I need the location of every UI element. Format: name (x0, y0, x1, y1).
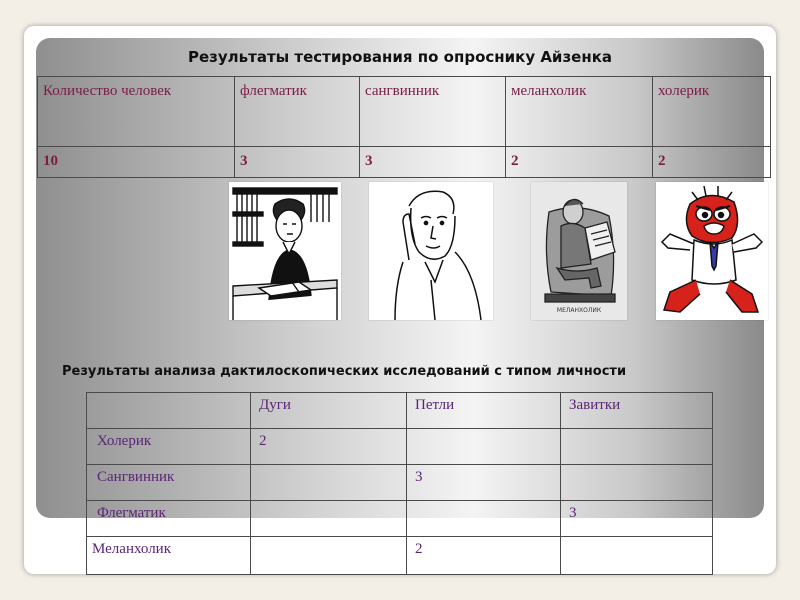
survey-value-sanguine: 3 (360, 147, 506, 178)
survey-header-choleric: холерик (653, 77, 771, 147)
analysis-row-melancholic (87, 537, 713, 575)
survey-value-melancholic: 2 (506, 147, 653, 178)
analysis-cell: 2 (407, 537, 561, 575)
analysis-cell (251, 537, 407, 575)
analysis-row-choleric (87, 429, 713, 465)
survey-header-phlegmatic: флегматик (235, 77, 360, 147)
survey-table (37, 76, 771, 178)
melancholic-illustration (531, 182, 627, 320)
analysis-row-phlegmatic (87, 501, 713, 537)
analysis-header-loops: Петли (407, 393, 561, 429)
survey-header-sanguine: сангвинник (360, 77, 506, 147)
survey-value-phlegmatic: 3 (235, 147, 360, 178)
analysis-header-whorls: Завитки (561, 393, 713, 429)
survey-header-row (38, 77, 771, 147)
analysis-row-label: Сангвинник (87, 465, 251, 501)
analysis-cell: 3 (561, 501, 713, 537)
analysis-cell (407, 429, 561, 465)
analysis-cell (561, 465, 713, 501)
analysis-row-label: Холерик (87, 429, 251, 465)
analysis-cell (561, 429, 713, 465)
analysis-cell (251, 465, 407, 501)
analysis-title: Результаты анализа дактилоскопических исследований с типом личности (62, 364, 627, 379)
analysis-cell (561, 537, 713, 575)
analysis-header-row (87, 393, 713, 429)
analysis-header-arches: Дуги (251, 393, 407, 429)
analysis-row-label: Флегматик (87, 501, 251, 537)
analysis-cell (407, 501, 561, 537)
survey-title: Результаты тестирования по опроснику Айзенка (188, 48, 612, 66)
choleric-illustration (656, 182, 768, 320)
survey-header-count: Количество человек (38, 77, 235, 147)
survey-header-melancholic: меланхолик (506, 77, 653, 147)
phlegmatic-illustration (229, 182, 341, 320)
analysis-cell: 2 (251, 429, 407, 465)
melancholic-caption: МЕЛАНХОЛИК (556, 307, 602, 314)
analysis-cell (251, 501, 407, 537)
survey-value-count: 10 (38, 147, 235, 178)
analysis-row-label: Меланхолик (87, 537, 251, 575)
analysis-table (86, 392, 713, 575)
analysis-row-sanguine (87, 465, 713, 501)
survey-value-row (38, 147, 771, 178)
analysis-cell: 3 (407, 465, 561, 501)
survey-value-choleric: 2 (653, 147, 771, 178)
sanguine-illustration (369, 182, 493, 320)
analysis-header-corner (87, 393, 251, 429)
